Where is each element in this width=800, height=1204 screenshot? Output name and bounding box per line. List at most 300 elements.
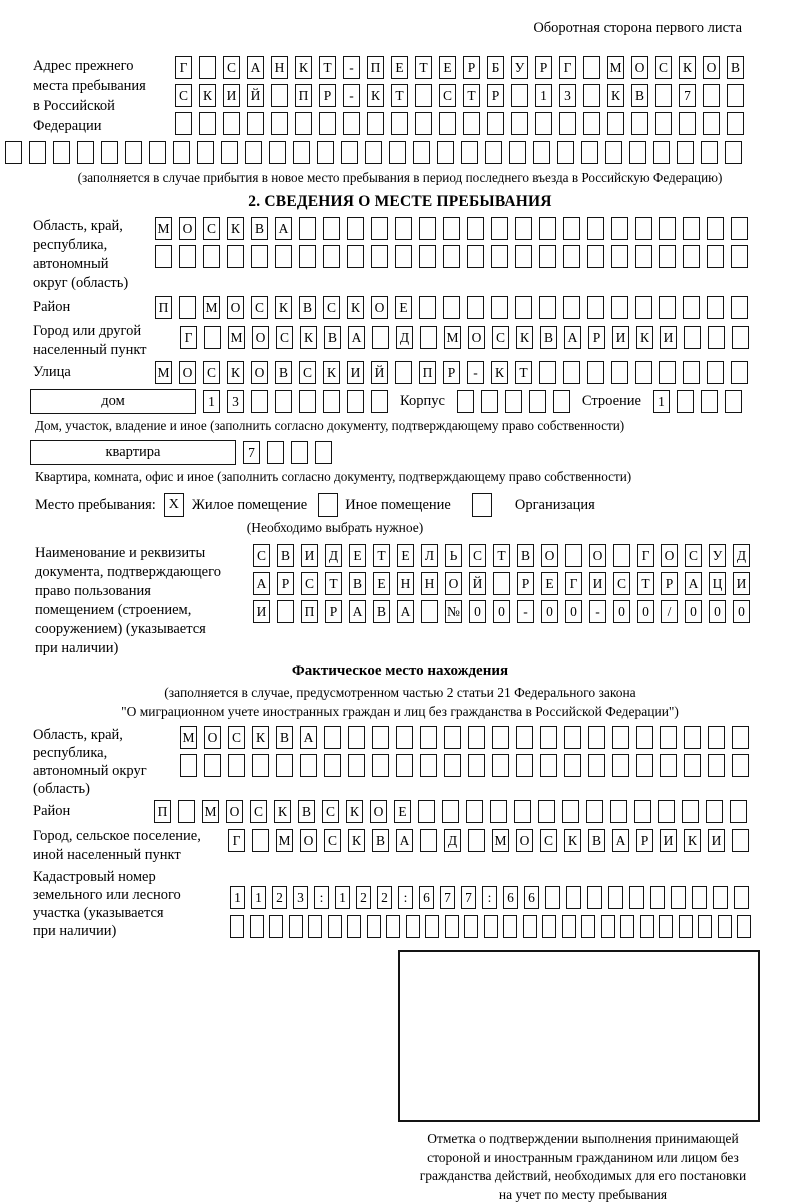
char-box[interactable]: 7 (243, 441, 260, 464)
char-box[interactable] (406, 915, 420, 938)
char-box[interactable] (581, 141, 598, 164)
char-box[interactable] (228, 754, 245, 777)
char-box[interactable]: М (228, 326, 245, 349)
char-box[interactable] (655, 84, 672, 107)
char-box[interactable] (419, 217, 436, 240)
char-box[interactable]: Й (371, 361, 388, 384)
char-box[interactable] (611, 245, 628, 268)
char-box[interactable]: А (275, 217, 292, 240)
char-box[interactable]: - (589, 600, 606, 623)
char-box[interactable] (535, 112, 552, 135)
char-box[interactable] (420, 726, 437, 749)
checkbox-organization[interactable] (472, 493, 492, 517)
char-box[interactable] (660, 754, 677, 777)
char-box[interactable] (683, 361, 700, 384)
char-box[interactable]: С (540, 829, 557, 852)
char-box[interactable] (53, 141, 70, 164)
char-box[interactable] (371, 217, 388, 240)
char-box[interactable]: И (660, 326, 677, 349)
char-box[interactable] (505, 390, 522, 413)
char-box[interactable]: 0 (493, 600, 510, 623)
char-box[interactable] (275, 390, 292, 413)
char-box[interactable]: 1 (230, 886, 245, 909)
char-box[interactable] (629, 141, 646, 164)
char-box[interactable] (737, 915, 751, 938)
char-box[interactable]: К (275, 296, 292, 319)
char-box[interactable] (230, 915, 244, 938)
char-box[interactable] (155, 245, 172, 268)
char-box[interactable]: Т (391, 84, 408, 107)
char-box[interactable] (389, 141, 406, 164)
char-box[interactable] (315, 441, 332, 464)
char-box[interactable]: А (300, 726, 317, 749)
char-box[interactable] (197, 141, 214, 164)
char-box[interactable] (444, 726, 461, 749)
char-box[interactable] (731, 245, 748, 268)
char-box[interactable] (396, 726, 413, 749)
char-box[interactable] (658, 800, 675, 823)
char-box[interactable] (271, 84, 288, 107)
char-box[interactable]: - (517, 600, 534, 623)
char-box[interactable] (29, 141, 46, 164)
char-box[interactable] (684, 726, 701, 749)
char-box[interactable] (415, 112, 432, 135)
char-box[interactable]: П (367, 56, 384, 79)
char-box[interactable] (252, 754, 269, 777)
char-box[interactable] (732, 829, 749, 852)
char-box[interactable]: 0 (637, 600, 654, 623)
char-box[interactable]: О (300, 829, 317, 852)
char-box[interactable]: О (251, 361, 268, 384)
char-box[interactable]: О (468, 326, 485, 349)
char-box[interactable]: Й (469, 572, 486, 595)
char-box[interactable]: Г (637, 544, 654, 567)
char-box[interactable] (347, 217, 364, 240)
char-box[interactable]: С (469, 544, 486, 567)
char-box[interactable] (509, 141, 526, 164)
char-box[interactable]: В (517, 544, 534, 567)
char-box[interactable]: К (607, 84, 624, 107)
char-box[interactable]: Г (565, 572, 582, 595)
char-box[interactable]: С (492, 326, 509, 349)
char-box[interactable] (511, 84, 528, 107)
char-box[interactable]: Н (421, 572, 438, 595)
char-box[interactable]: К (367, 84, 384, 107)
char-box[interactable] (484, 915, 498, 938)
char-box[interactable]: К (274, 800, 291, 823)
char-box[interactable]: В (373, 600, 390, 623)
char-box[interactable] (566, 886, 581, 909)
char-box[interactable]: М (202, 800, 219, 823)
char-box[interactable] (587, 217, 604, 240)
char-box[interactable] (367, 112, 384, 135)
char-box[interactable]: 6 (524, 886, 539, 909)
char-box[interactable] (463, 112, 480, 135)
char-box[interactable] (516, 754, 533, 777)
char-box[interactable] (553, 390, 570, 413)
char-box[interactable] (610, 800, 627, 823)
char-box[interactable]: А (397, 600, 414, 623)
char-box[interactable] (679, 112, 696, 135)
char-box[interactable]: К (684, 829, 701, 852)
char-box[interactable]: 7 (440, 886, 455, 909)
char-box[interactable]: М (203, 296, 220, 319)
char-box[interactable] (421, 600, 438, 623)
char-box[interactable] (538, 800, 555, 823)
char-box[interactable] (635, 361, 652, 384)
char-box[interactable] (491, 296, 508, 319)
char-box[interactable] (660, 726, 677, 749)
char-box[interactable] (707, 217, 724, 240)
char-box[interactable]: О (179, 217, 196, 240)
char-box[interactable] (725, 141, 742, 164)
char-box[interactable] (413, 141, 430, 164)
char-box[interactable] (267, 441, 284, 464)
char-box[interactable] (731, 296, 748, 319)
char-box[interactable] (533, 141, 550, 164)
char-box[interactable]: А (685, 572, 702, 595)
char-box[interactable]: К (679, 56, 696, 79)
char-box[interactable] (245, 141, 262, 164)
char-box[interactable] (251, 390, 268, 413)
char-box[interactable] (557, 141, 574, 164)
char-box[interactable] (701, 141, 718, 164)
char-box[interactable]: О (370, 800, 387, 823)
char-box[interactable]: 3 (559, 84, 576, 107)
char-box[interactable] (679, 915, 693, 938)
char-box[interactable] (683, 217, 700, 240)
char-box[interactable] (559, 112, 576, 135)
char-box[interactable]: О (445, 572, 462, 595)
char-box[interactable]: Р (325, 600, 342, 623)
char-box[interactable]: И (733, 572, 750, 595)
char-box[interactable] (650, 886, 665, 909)
char-box[interactable]: К (346, 800, 363, 823)
char-box[interactable] (77, 141, 94, 164)
char-box[interactable]: Д (733, 544, 750, 567)
char-box[interactable] (419, 296, 436, 319)
char-box[interactable]: 2 (377, 886, 392, 909)
char-box[interactable] (223, 112, 240, 135)
char-box[interactable]: Т (463, 84, 480, 107)
char-box[interactable] (5, 141, 22, 164)
char-box[interactable] (439, 112, 456, 135)
char-box[interactable] (419, 245, 436, 268)
char-box[interactable] (442, 800, 459, 823)
char-box[interactable] (204, 754, 221, 777)
char-box[interactable] (734, 886, 749, 909)
char-box[interactable] (586, 800, 603, 823)
char-box[interactable]: 0 (565, 600, 582, 623)
char-box[interactable]: А (396, 829, 413, 852)
char-box[interactable] (515, 296, 532, 319)
char-box[interactable] (221, 141, 238, 164)
checkbox-other-premises[interactable] (318, 493, 338, 517)
char-box[interactable]: О (371, 296, 388, 319)
char-box[interactable]: Р (517, 572, 534, 595)
char-box[interactable]: Н (397, 572, 414, 595)
char-box[interactable] (179, 245, 196, 268)
char-box[interactable]: К (227, 361, 244, 384)
char-box[interactable]: Е (395, 296, 412, 319)
char-box[interactable] (490, 800, 507, 823)
char-box[interactable] (319, 112, 336, 135)
char-box[interactable]: Е (397, 544, 414, 567)
char-box[interactable] (503, 915, 517, 938)
char-box[interactable] (293, 141, 310, 164)
char-box[interactable] (300, 754, 317, 777)
char-box[interactable] (341, 141, 358, 164)
char-box[interactable] (347, 245, 364, 268)
char-box[interactable]: Р (463, 56, 480, 79)
char-box[interactable] (635, 217, 652, 240)
char-box[interactable] (563, 217, 580, 240)
char-box[interactable]: М (444, 326, 461, 349)
char-box[interactable] (179, 296, 196, 319)
char-box[interactable] (464, 915, 478, 938)
char-box[interactable]: К (323, 361, 340, 384)
char-box[interactable] (347, 390, 364, 413)
char-box[interactable]: У (511, 56, 528, 79)
char-box[interactable]: К (564, 829, 581, 852)
char-box[interactable]: Р (487, 84, 504, 107)
char-box[interactable]: С (251, 296, 268, 319)
char-box[interactable]: А (349, 600, 366, 623)
char-box[interactable] (493, 572, 510, 595)
char-box[interactable] (631, 112, 648, 135)
char-box[interactable] (149, 141, 166, 164)
char-box[interactable]: Р (661, 572, 678, 595)
char-box[interactable] (178, 800, 195, 823)
char-box[interactable] (682, 800, 699, 823)
char-box[interactable] (348, 726, 365, 749)
char-box[interactable]: С (223, 56, 240, 79)
char-box[interactable] (587, 361, 604, 384)
char-box[interactable]: Ь (445, 544, 462, 567)
char-box[interactable] (732, 754, 749, 777)
char-box[interactable]: С (613, 572, 630, 595)
char-box[interactable] (323, 390, 340, 413)
char-box[interactable] (250, 915, 264, 938)
char-box[interactable] (588, 754, 605, 777)
char-box[interactable] (299, 217, 316, 240)
char-box[interactable]: 7 (679, 84, 696, 107)
char-box[interactable] (299, 245, 316, 268)
char-box[interactable]: 0 (469, 600, 486, 623)
char-box[interactable]: 0 (709, 600, 726, 623)
char-box[interactable] (173, 141, 190, 164)
char-box[interactable] (725, 390, 742, 413)
char-box[interactable]: О (226, 800, 243, 823)
char-box[interactable] (511, 112, 528, 135)
char-box[interactable] (677, 141, 694, 164)
char-box[interactable] (461, 141, 478, 164)
char-box[interactable] (295, 112, 312, 135)
char-box[interactable] (516, 726, 533, 749)
char-box[interactable] (365, 141, 382, 164)
char-box[interactable] (613, 544, 630, 567)
char-box[interactable] (583, 112, 600, 135)
char-box[interactable] (583, 56, 600, 79)
char-box[interactable] (655, 112, 672, 135)
char-box[interactable] (659, 915, 673, 938)
char-box[interactable] (175, 112, 192, 135)
char-box[interactable]: И (660, 829, 677, 852)
char-box[interactable] (395, 245, 412, 268)
char-box[interactable]: И (301, 544, 318, 567)
char-box[interactable]: И (589, 572, 606, 595)
char-box[interactable] (492, 754, 509, 777)
char-box[interactable] (731, 217, 748, 240)
char-box[interactable] (539, 245, 556, 268)
char-box[interactable] (620, 915, 634, 938)
char-box[interactable] (629, 886, 644, 909)
char-box[interactable]: Е (439, 56, 456, 79)
char-box[interactable]: С (203, 217, 220, 240)
char-box[interactable] (420, 829, 437, 852)
char-box[interactable]: О (589, 544, 606, 567)
char-box[interactable] (634, 800, 651, 823)
char-box[interactable] (542, 915, 556, 938)
char-box[interactable] (324, 754, 341, 777)
char-box[interactable]: Т (373, 544, 390, 567)
char-box[interactable] (659, 245, 676, 268)
char-box[interactable]: 1 (535, 84, 552, 107)
char-box[interactable]: К (516, 326, 533, 349)
char-box[interactable]: С (276, 326, 293, 349)
char-box[interactable] (457, 390, 474, 413)
char-box[interactable] (199, 56, 216, 79)
char-box[interactable]: Т (515, 361, 532, 384)
char-box[interactable]: Т (319, 56, 336, 79)
char-box[interactable] (203, 245, 220, 268)
char-box[interactable]: Е (349, 544, 366, 567)
char-box[interactable]: С (175, 84, 192, 107)
char-box[interactable] (659, 361, 676, 384)
char-box[interactable]: О (204, 726, 221, 749)
char-box[interactable]: Р (319, 84, 336, 107)
char-box[interactable]: 1 (335, 886, 350, 909)
char-box[interactable]: Е (373, 572, 390, 595)
char-box[interactable] (706, 800, 723, 823)
char-box[interactable]: А (247, 56, 264, 79)
char-box[interactable] (491, 245, 508, 268)
char-box[interactable] (372, 326, 389, 349)
char-box[interactable] (564, 754, 581, 777)
char-box[interactable] (635, 296, 652, 319)
char-box[interactable]: О (541, 544, 558, 567)
char-box[interactable] (395, 361, 412, 384)
char-box[interactable]: 2 (356, 886, 371, 909)
char-box[interactable]: С (655, 56, 672, 79)
char-box[interactable] (468, 754, 485, 777)
char-box[interactable]: Б (487, 56, 504, 79)
char-box[interactable] (605, 141, 622, 164)
char-box[interactable]: И (347, 361, 364, 384)
char-box[interactable]: О (179, 361, 196, 384)
char-box[interactable]: Й (247, 84, 264, 107)
char-box[interactable]: К (347, 296, 364, 319)
char-box[interactable]: М (492, 829, 509, 852)
char-box[interactable] (713, 886, 728, 909)
char-box[interactable]: О (252, 326, 269, 349)
char-box[interactable] (466, 800, 483, 823)
char-box[interactable]: 0 (541, 600, 558, 623)
char-box[interactable]: Г (175, 56, 192, 79)
char-box[interactable] (367, 915, 381, 938)
char-box[interactable] (347, 915, 361, 938)
char-box[interactable]: : (482, 886, 497, 909)
char-box[interactable] (277, 600, 294, 623)
char-box[interactable]: 7 (461, 886, 476, 909)
char-box[interactable] (289, 915, 303, 938)
char-box[interactable] (420, 754, 437, 777)
char-box[interactable] (727, 84, 744, 107)
char-box[interactable] (396, 754, 413, 777)
char-box[interactable] (540, 726, 557, 749)
char-box[interactable] (415, 84, 432, 107)
char-box[interactable] (269, 141, 286, 164)
char-box[interactable] (485, 141, 502, 164)
char-box[interactable]: - (467, 361, 484, 384)
char-box[interactable] (539, 361, 556, 384)
char-box[interactable] (180, 754, 197, 777)
char-box[interactable] (588, 726, 605, 749)
char-box[interactable] (420, 326, 437, 349)
char-box[interactable] (563, 361, 580, 384)
char-box[interactable] (545, 886, 560, 909)
char-box[interactable]: Р (277, 572, 294, 595)
char-box[interactable] (386, 915, 400, 938)
char-box[interactable]: 3 (227, 390, 244, 413)
char-box[interactable] (348, 754, 365, 777)
char-box[interactable]: О (631, 56, 648, 79)
char-box[interactable] (659, 296, 676, 319)
char-box[interactable] (467, 296, 484, 319)
char-box[interactable] (492, 726, 509, 749)
char-box[interactable] (611, 217, 628, 240)
char-box[interactable]: : (314, 886, 329, 909)
char-box[interactable] (563, 245, 580, 268)
char-box[interactable]: В (727, 56, 744, 79)
char-box[interactable]: Е (541, 572, 558, 595)
char-box[interactable] (418, 800, 435, 823)
char-box[interactable]: - (343, 56, 360, 79)
char-box[interactable] (395, 217, 412, 240)
char-box[interactable]: Е (394, 800, 411, 823)
char-box[interactable] (251, 245, 268, 268)
char-box[interactable] (324, 726, 341, 749)
char-box[interactable] (101, 141, 118, 164)
char-box[interactable]: М (155, 217, 172, 240)
char-box[interactable]: 3 (293, 886, 308, 909)
char-box[interactable]: В (372, 829, 389, 852)
char-box[interactable] (323, 245, 340, 268)
char-box[interactable] (204, 326, 221, 349)
char-box[interactable] (444, 754, 461, 777)
char-box[interactable]: С (439, 84, 456, 107)
char-box[interactable] (539, 217, 556, 240)
char-box[interactable]: К (491, 361, 508, 384)
char-box[interactable]: Т (493, 544, 510, 567)
char-box[interactable] (701, 390, 718, 413)
char-box[interactable]: 6 (419, 886, 434, 909)
char-box[interactable] (659, 217, 676, 240)
char-box[interactable]: С (323, 296, 340, 319)
char-box[interactable] (563, 296, 580, 319)
char-box[interactable] (671, 886, 686, 909)
char-box[interactable] (636, 726, 653, 749)
